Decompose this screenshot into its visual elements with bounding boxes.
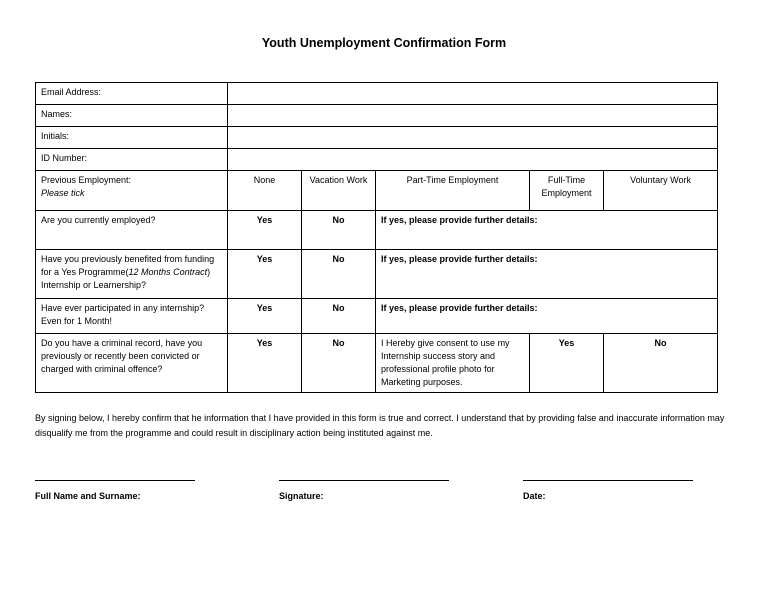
email-label: Email Address: bbox=[36, 83, 228, 105]
form-title: Youth Unemployment Confirmation Form bbox=[261, 36, 507, 50]
consent-text: I Hereby give consent to use my Internship success story and professional profile photo for Marketing purposes. bbox=[376, 334, 530, 393]
full-name-signature-block bbox=[35, 470, 195, 501]
names-field[interactable] bbox=[228, 105, 718, 127]
date-block bbox=[523, 470, 693, 501]
employment-option-voluntary[interactable]: Voluntary Work bbox=[604, 171, 718, 211]
answer-yes[interactable]: Yes bbox=[228, 334, 302, 393]
answer-yes[interactable]: Yes bbox=[228, 250, 302, 299]
date-line[interactable] bbox=[523, 470, 693, 481]
question-text-part: ) Internship or Learnership? bbox=[41, 267, 211, 290]
further-details-field[interactable]: If yes, please provide further details: bbox=[376, 211, 718, 250]
initials-field[interactable] bbox=[228, 127, 718, 149]
answer-no[interactable]: No bbox=[302, 250, 376, 299]
full-name-line[interactable] bbox=[35, 470, 195, 481]
signature-block bbox=[279, 470, 449, 501]
previous-employment-label bbox=[36, 171, 228, 211]
employment-option-none[interactable]: None bbox=[228, 171, 302, 211]
signature-line[interactable] bbox=[279, 470, 449, 481]
consent-yes[interactable]: Yes bbox=[530, 334, 604, 393]
email-field[interactable] bbox=[228, 83, 718, 105]
employment-option-full-time[interactable]: Full-Time Employment bbox=[530, 171, 604, 211]
employment-option-part-time[interactable]: Part-Time Employment bbox=[376, 171, 530, 211]
answer-no[interactable]: No bbox=[302, 211, 376, 250]
please-tick-hint: Please tick bbox=[41, 188, 85, 198]
id-number-field[interactable] bbox=[228, 149, 718, 171]
question-internship: Have ever participated in any internship? Even for 1 Month! bbox=[36, 299, 228, 334]
question-criminal-record: Do you have a criminal record, have you previously or recently been convicted or charged with criminal offence? bbox=[36, 334, 228, 393]
id-number-label: ID Number: bbox=[36, 149, 228, 171]
previous-employment-text: Previous Employment: bbox=[41, 175, 132, 185]
consent-no[interactable]: No bbox=[604, 334, 718, 393]
names-label: Names: bbox=[36, 105, 228, 127]
further-details-field[interactable]: If yes, please provide further details: bbox=[376, 250, 718, 299]
question-text-part: Have you previously benefited from funding for a Yes Programme( bbox=[41, 254, 215, 277]
employment-option-vacation[interactable]: Vacation Work bbox=[302, 171, 376, 211]
full-name-label: Full Name and Surname: bbox=[35, 491, 141, 501]
declaration-text: By signing below, I hereby confirm that he information that I have provided in this form is true and correct. I understand that by providing false and inaccurate information may disqualify me from the programme and could result in disciplinary action being instituted against me. bbox=[35, 413, 725, 438]
question-text-italic: 12 Months Contract bbox=[128, 267, 208, 277]
further-details-field[interactable]: If yes, please provide further details: bbox=[376, 299, 718, 334]
answer-yes[interactable]: Yes bbox=[228, 299, 302, 334]
signature-label: Signature: bbox=[279, 491, 324, 501]
question-currently-employed: Are you currently employed? bbox=[36, 211, 228, 250]
answer-no[interactable]: No bbox=[302, 334, 376, 393]
form-table bbox=[35, 82, 718, 393]
answer-no[interactable]: No bbox=[302, 299, 376, 334]
question-previous-funding bbox=[36, 250, 228, 299]
date-label: Date: bbox=[523, 491, 546, 501]
answer-yes[interactable]: Yes bbox=[228, 211, 302, 250]
initials-label: Initials: bbox=[36, 127, 228, 149]
